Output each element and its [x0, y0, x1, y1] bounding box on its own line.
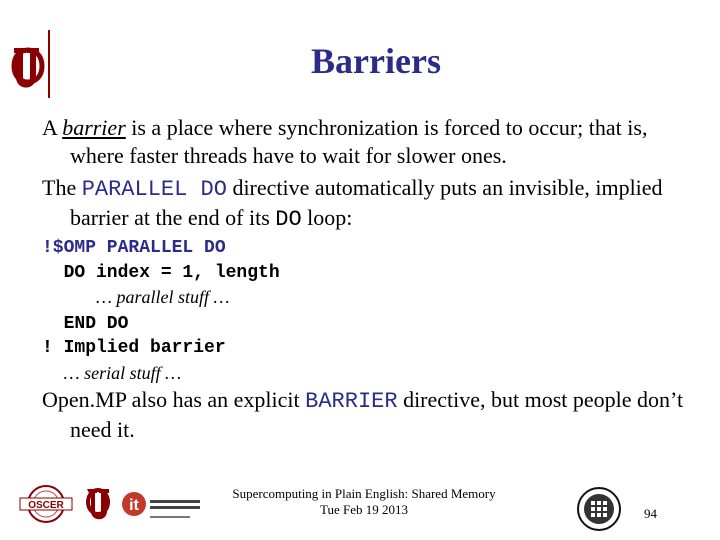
code-block [42, 236, 280, 387]
code-barrier: BARRIER [305, 389, 398, 414]
paragraph-barrier-definition: A barrier is a place where synchronization is forced to occur; that is, where faster threads have to wait for slower ones. [42, 115, 648, 168]
svg-text:OSCER: OSCER [28, 500, 64, 511]
footer-caption [214, 486, 514, 518]
slide-body [42, 114, 702, 238]
page-number: 94 [644, 506, 657, 521]
paragraph-explicit-barrier: Open.MP also has an explicit BARRIER directive, but most people don’t need it. [42, 387, 684, 442]
footer-date: Tue Feb 19 2013 [319, 502, 408, 517]
code-line: DO index = 1, length [42, 262, 280, 283]
code-line: END DO [42, 313, 129, 334]
seal-logo-icon [576, 486, 622, 532]
code-line: … parallel stuff … [96, 287, 230, 307]
svg-text:it: it [129, 497, 139, 514]
oscer-logo-icon [16, 484, 76, 524]
it-logo-icon [120, 486, 204, 526]
paragraph-parallel-do: The PARALLEL DO directive automatically puts an invisible, implied barrier at the end of its DO loop: [42, 175, 663, 232]
ou-footer-logo-icon [84, 486, 116, 526]
code-line: … serial stuff … [63, 362, 182, 383]
term-barrier: barrier [62, 115, 126, 140]
footer-course-title: Supercomputing in Plain English: Shared Memory [232, 486, 496, 501]
code-do: DO [275, 207, 302, 232]
code-line: !$OMP PARALLEL DO [42, 238, 226, 258]
slide-title: Barriers [311, 41, 441, 81]
code-parallel-do: PARALLEL DO [81, 177, 227, 202]
code-line: ! Implied barrier [42, 338, 226, 358]
